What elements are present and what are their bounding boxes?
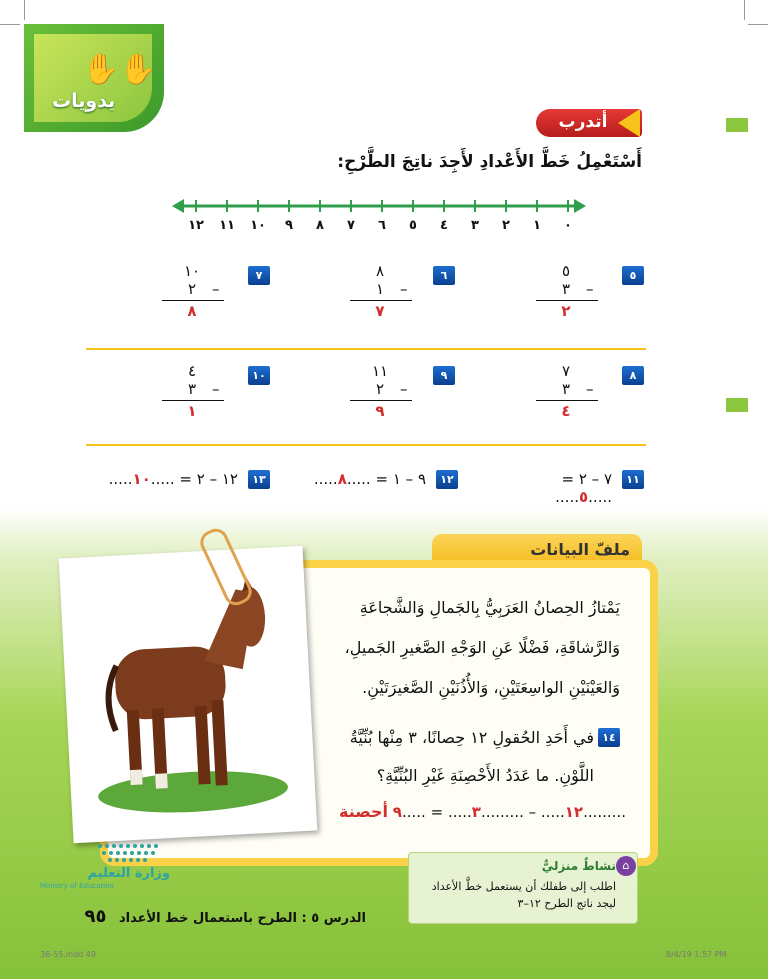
- answer-dots: .....: [555, 488, 579, 506]
- tick-label: ١: [533, 218, 541, 233]
- answer-dots: .....: [401, 803, 426, 821]
- subtrahend: ٣: [561, 280, 571, 298]
- side-tab-mark: [726, 398, 748, 412]
- difference-answer: ٢: [561, 302, 571, 320]
- difference-answer: ٤: [561, 402, 571, 420]
- exercise-number: ٩: [433, 366, 455, 385]
- difference-answer: ٨: [187, 302, 197, 320]
- corner-tab-label: يدويات: [52, 90, 116, 112]
- minus-sign: –: [400, 380, 408, 398]
- exercise-number: ١٣: [248, 470, 270, 489]
- tick-label: ٧: [347, 218, 355, 233]
- tick-label: ٦: [378, 218, 386, 233]
- divider: [86, 444, 646, 446]
- crop-mark: [748, 24, 768, 25]
- minuend: ٥: [561, 262, 571, 280]
- home-activity-line: ليجد ناتج الطرح ١٢–٣: [517, 897, 616, 910]
- side-tab-mark: [726, 118, 748, 132]
- sum-line: [350, 300, 412, 301]
- subtrahend: ٣: [187, 380, 197, 398]
- answer-dots: .........: [583, 803, 626, 821]
- print-date: 8/4/19 1:57 PM: [666, 950, 727, 959]
- subtrahend: ٢: [187, 280, 197, 298]
- answer-value: ٩: [392, 803, 402, 821]
- answer-dots: .....: [588, 488, 612, 506]
- tick-label: ٤: [440, 218, 448, 233]
- tick-label: ١٠: [250, 218, 266, 233]
- sum-line: [536, 300, 598, 301]
- minuend: ٧: [561, 362, 571, 380]
- minus-sign: –: [212, 380, 220, 398]
- minus-sign: –: [586, 380, 594, 398]
- tick-label: ١٢: [188, 218, 204, 233]
- hands-icon: ✋✋: [82, 52, 157, 87]
- exercise-number: ٧: [248, 266, 270, 285]
- horizontal-equation: [300, 470, 426, 488]
- crop-mark: [0, 24, 20, 25]
- minuend: ١٠: [183, 262, 201, 280]
- lesson-title: الدرس ٥ : الطرح باستعمال خط الأعداد: [118, 911, 366, 926]
- answer-dots: .....: [150, 470, 175, 488]
- ministry-logo: [40, 842, 170, 892]
- exercise-number: ١٤: [598, 728, 620, 747]
- exercise-number: ١١: [622, 470, 644, 489]
- horse-image: [59, 546, 318, 843]
- minus-sign: –: [586, 280, 594, 298]
- problem-line: اللَّوْنِ. ما عَدَدُ الأَحْصِنَةِ غَيْرِ البُنِّيَّةِ؟: [376, 766, 594, 785]
- difference-answer: ١: [187, 402, 197, 420]
- badge-arrow-icon: [618, 109, 640, 137]
- tick-label: ١١: [219, 218, 235, 233]
- minuend: ٤: [187, 362, 197, 380]
- ministry-dots-icon: [40, 842, 170, 864]
- equation-expression: ١٢ – ٢ =: [179, 470, 238, 488]
- paragraph-line: وَالرَّشاقَةِ، فَضْلًا عَنِ الوَجْهِ الصَّغيرِ الجَميلِ،: [344, 638, 620, 657]
- file-name: 36-55.indd 49: [40, 950, 96, 959]
- answer-value: ١٢: [564, 803, 584, 821]
- horizontal-equation: [96, 470, 238, 488]
- answer-dots: .....: [108, 470, 133, 488]
- minus-sign: –: [400, 280, 408, 298]
- answer-dots: .....: [346, 470, 371, 488]
- sum-line: [162, 400, 224, 401]
- equation-expression: ٧ – ٢ =: [561, 470, 612, 488]
- minus-sign: –: [212, 280, 220, 298]
- ministry-sub: Ministry of Education: [40, 882, 114, 890]
- answer-dots: .....: [540, 803, 565, 821]
- tick-label: ٨: [316, 218, 324, 233]
- tick-label: ٥: [409, 218, 417, 233]
- tick-label: ٢: [502, 218, 510, 233]
- house-icon: ⌂: [616, 856, 636, 876]
- equation-expression: ٩ – ١ =: [375, 470, 426, 488]
- exercise-number: ٨: [622, 366, 644, 385]
- difference-answer: ٧: [375, 302, 385, 320]
- subtrahend: ١: [375, 280, 385, 298]
- exercise-number: ٦: [433, 266, 455, 285]
- subtrahend: ٢: [375, 380, 385, 398]
- minuend: ١١: [371, 362, 389, 380]
- page-footer: [44, 906, 366, 927]
- crop-mark: [744, 0, 745, 20]
- subtrahend: ٣: [561, 380, 571, 398]
- tick-label: ٠: [564, 218, 572, 233]
- ministry-name: وزارة التعليم: [87, 866, 170, 881]
- tick-label: ٣: [471, 218, 479, 233]
- home-activity-line: اطلب إلى طفلك أن يستعمل خطَّ الأعداد: [431, 880, 616, 893]
- exercise-number: ١٢: [436, 470, 458, 489]
- answer-dots: .....: [313, 470, 338, 488]
- difference-answer: ٨: [337, 470, 347, 488]
- answer-dots: .........: [480, 803, 524, 821]
- home-activity-text: [424, 878, 616, 912]
- paragraph-line: يَمْتازُ الحِصانُ العَرَبِيُّ بِالجَمالِ وَالشَّجاعَةِ: [359, 598, 620, 617]
- paragraph-line: وَالعَيْنَيْنِ الواسِعَتَيْنِ، وَالأُذُنَيْنِ الصَّغيرَتَيْنِ.: [362, 678, 620, 697]
- page-number: ٩٥: [84, 906, 107, 927]
- sum-line: [536, 400, 598, 401]
- crop-mark: [24, 0, 25, 20]
- answer-equation: [314, 802, 626, 821]
- answer-value: ٣: [471, 803, 481, 821]
- answer-unit: أحصنة: [339, 802, 389, 821]
- sum-line: [350, 400, 412, 401]
- exercise-number: ١٠: [248, 366, 270, 385]
- practice-badge-label: أتدرب: [558, 112, 608, 132]
- difference-answer: ٩: [375, 402, 385, 420]
- instruction-text: أَسْتَعْمِلُ خَطَّ الأَعْدادِ لأَجِدَ ناتِجَ الطَّرْحِ:: [337, 152, 642, 172]
- data-file-title: ملفّ البيانات: [530, 540, 630, 559]
- difference-answer: ١٠: [132, 470, 151, 488]
- horse-photo: [59, 546, 318, 843]
- number-line: [172, 196, 586, 216]
- tick-label: ٩: [285, 218, 293, 233]
- home-activity-title: نشاطٌ منزليٌّ: [541, 859, 616, 873]
- horizontal-equation: [520, 470, 612, 506]
- minus-sign: –: [528, 803, 537, 821]
- exercise-number: ٥: [622, 266, 644, 285]
- problem-line: في أَحَدِ الحُقولِ ١٢ حِصانًا، ٣ مِنْها بُنِّيَّةُ: [349, 728, 594, 747]
- divider: [86, 348, 646, 350]
- answer-dots: .....: [447, 803, 472, 821]
- minuend: ٨: [375, 262, 385, 280]
- difference-answer: ٥: [579, 488, 589, 506]
- sum-line: [162, 300, 224, 301]
- equals-sign: =: [430, 803, 444, 821]
